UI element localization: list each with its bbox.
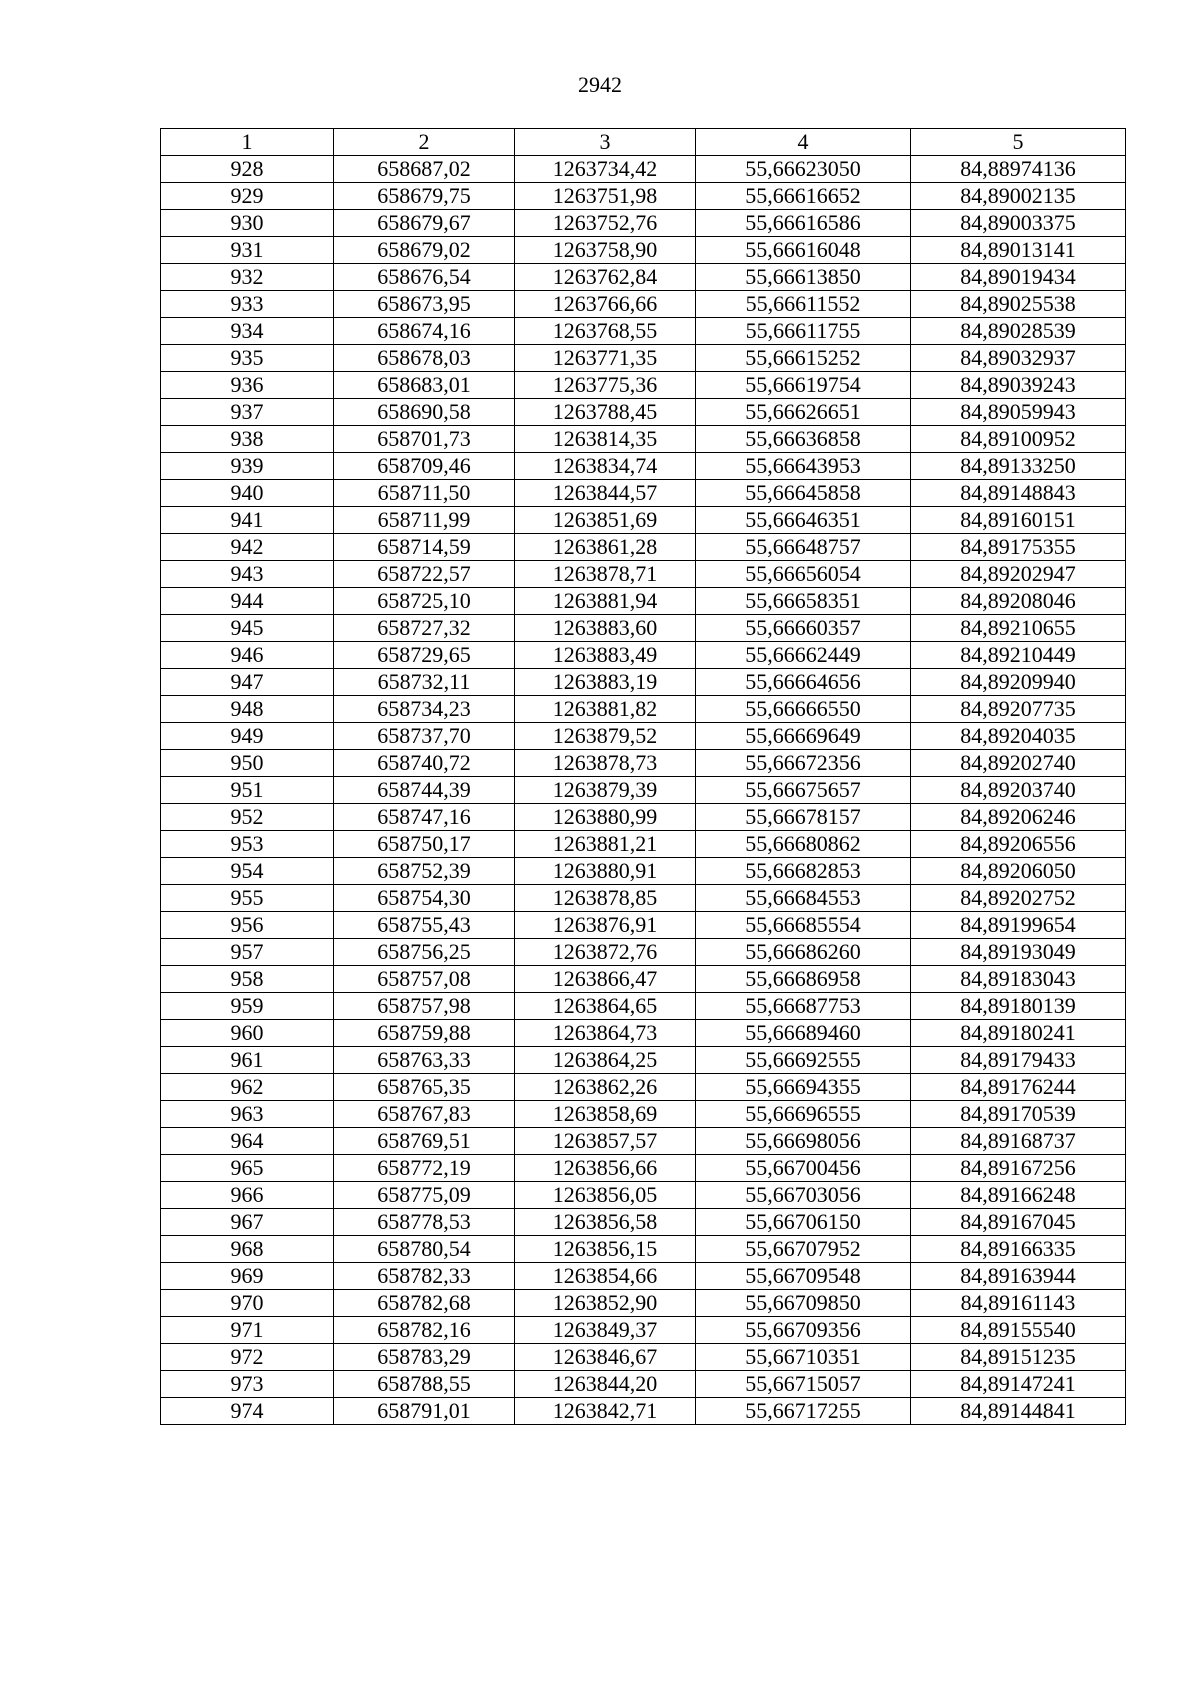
point-number-cell: 930 [161,210,334,237]
table-row [161,426,1126,453]
y-coordinate-cell: 1263766,66 [515,291,696,318]
x-coordinate-cell: 658673,95 [334,291,515,318]
x-coordinate-cell: 658734,23 [334,696,515,723]
point-number-cell: 940 [161,480,334,507]
y-coordinate-cell: 1263856,66 [515,1155,696,1182]
latitude-cell: 55,66616586 [696,210,911,237]
y-coordinate-cell: 1263883,49 [515,642,696,669]
longitude-cell: 84,89147241 [911,1371,1126,1398]
latitude-cell: 55,66706150 [696,1209,911,1236]
x-coordinate-cell: 658765,35 [334,1074,515,1101]
x-coordinate-cell: 658782,68 [334,1290,515,1317]
y-coordinate-cell: 1263880,99 [515,804,696,831]
y-coordinate-cell: 1263883,19 [515,669,696,696]
longitude-cell: 84,89175355 [911,534,1126,561]
y-coordinate-cell: 1263861,28 [515,534,696,561]
x-coordinate-cell: 658767,83 [334,1101,515,1128]
y-coordinate-cell: 1263879,52 [515,723,696,750]
longitude-cell: 84,89206246 [911,804,1126,831]
latitude-cell: 55,66675657 [696,777,911,804]
point-number-cell: 949 [161,723,334,750]
x-coordinate-cell: 658757,98 [334,993,515,1020]
y-coordinate-cell: 1263771,35 [515,345,696,372]
longitude-cell: 84,89176244 [911,1074,1126,1101]
table-row [161,453,1126,480]
y-coordinate-cell: 1263752,76 [515,210,696,237]
latitude-cell: 55,66623050 [696,156,911,183]
point-number-cell: 928 [161,156,334,183]
latitude-cell: 55,66680862 [696,831,911,858]
y-coordinate-cell: 1263814,35 [515,426,696,453]
longitude-cell: 84,89199654 [911,912,1126,939]
latitude-cell: 55,66707952 [696,1236,911,1263]
table-row [161,561,1126,588]
latitude-cell: 55,66666550 [696,696,911,723]
table-row [161,1074,1126,1101]
table-body [161,156,1126,1425]
point-number-cell: 935 [161,345,334,372]
longitude-cell: 84,89193049 [911,939,1126,966]
x-coordinate-cell: 658780,54 [334,1236,515,1263]
point-number-cell: 972 [161,1344,334,1371]
point-number-cell: 961 [161,1047,334,1074]
x-coordinate-cell: 658750,17 [334,831,515,858]
y-coordinate-cell: 1263864,65 [515,993,696,1020]
latitude-cell: 55,66698056 [696,1128,911,1155]
latitude-cell: 55,66669649 [696,723,911,750]
point-number-cell: 931 [161,237,334,264]
x-coordinate-cell: 658778,53 [334,1209,515,1236]
y-coordinate-cell: 1263881,21 [515,831,696,858]
point-number-cell: 952 [161,804,334,831]
point-number-cell: 951 [161,777,334,804]
table-header [161,129,1126,156]
table-row [161,1317,1126,1344]
table-row [161,372,1126,399]
table-row [161,912,1126,939]
x-coordinate-cell: 658729,65 [334,642,515,669]
x-coordinate-cell: 658791,01 [334,1398,515,1425]
y-coordinate-cell: 1263734,42 [515,156,696,183]
latitude-cell: 55,66611755 [696,318,911,345]
longitude-cell: 84,88974136 [911,156,1126,183]
point-number-cell: 962 [161,1074,334,1101]
y-coordinate-cell: 1263758,90 [515,237,696,264]
table-row [161,399,1126,426]
y-coordinate-cell: 1263879,39 [515,777,696,804]
y-coordinate-cell: 1263856,58 [515,1209,696,1236]
latitude-cell: 55,66648757 [696,534,911,561]
table-row [161,858,1126,885]
latitude-cell: 55,66643953 [696,453,911,480]
latitude-cell: 55,66715057 [696,1371,911,1398]
point-number-cell: 963 [161,1101,334,1128]
table-row [161,966,1126,993]
latitude-cell: 55,66616652 [696,183,911,210]
table-row [161,1209,1126,1236]
table-row [161,777,1126,804]
latitude-cell: 55,66694355 [696,1074,911,1101]
x-coordinate-cell: 658782,33 [334,1263,515,1290]
x-coordinate-cell: 658752,39 [334,858,515,885]
latitude-cell: 55,66696555 [696,1101,911,1128]
table-row [161,696,1126,723]
column-header-1: 1 [161,129,334,156]
table-row [161,750,1126,777]
latitude-cell: 55,66678157 [696,804,911,831]
longitude-cell: 84,89148843 [911,480,1126,507]
y-coordinate-cell: 1263864,25 [515,1047,696,1074]
y-coordinate-cell: 1263852,90 [515,1290,696,1317]
longitude-cell: 84,89206050 [911,858,1126,885]
longitude-cell: 84,89210655 [911,615,1126,642]
x-coordinate-cell: 658782,16 [334,1317,515,1344]
table-row [161,1155,1126,1182]
longitude-cell: 84,89163944 [911,1263,1126,1290]
x-coordinate-cell: 658769,51 [334,1128,515,1155]
longitude-cell: 84,89202740 [911,750,1126,777]
y-coordinate-cell: 1263876,91 [515,912,696,939]
point-number-cell: 957 [161,939,334,966]
longitude-cell: 84,89209940 [911,669,1126,696]
point-number-cell: 941 [161,507,334,534]
x-coordinate-cell: 658727,32 [334,615,515,642]
x-coordinate-cell: 658756,25 [334,939,515,966]
table-row [161,264,1126,291]
longitude-cell: 84,89155540 [911,1317,1126,1344]
y-coordinate-cell: 1263872,76 [515,939,696,966]
table-row [161,291,1126,318]
latitude-cell: 55,66717255 [696,1398,911,1425]
latitude-cell: 55,66660357 [696,615,911,642]
point-number-cell: 934 [161,318,334,345]
longitude-cell: 84,89207735 [911,696,1126,723]
point-number-cell: 955 [161,885,334,912]
table-row [161,534,1126,561]
table-row [161,480,1126,507]
longitude-cell: 84,89019434 [911,264,1126,291]
table-row [161,1344,1126,1371]
longitude-cell: 84,89059943 [911,399,1126,426]
x-coordinate-cell: 658709,46 [334,453,515,480]
x-coordinate-cell: 658714,59 [334,534,515,561]
y-coordinate-cell: 1263866,47 [515,966,696,993]
longitude-cell: 84,89003375 [911,210,1126,237]
table-row [161,615,1126,642]
latitude-cell: 55,66611552 [696,291,911,318]
longitude-cell: 84,89170539 [911,1101,1126,1128]
latitude-cell: 55,66703056 [696,1182,911,1209]
latitude-cell: 55,66700456 [696,1155,911,1182]
table-row [161,1263,1126,1290]
longitude-cell: 84,89133250 [911,453,1126,480]
latitude-cell: 55,66616048 [696,237,911,264]
x-coordinate-cell: 658701,73 [334,426,515,453]
longitude-cell: 84,89167256 [911,1155,1126,1182]
latitude-cell: 55,66619754 [696,372,911,399]
latitude-cell: 55,66709548 [696,1263,911,1290]
point-number-cell: 942 [161,534,334,561]
latitude-cell: 55,66646351 [696,507,911,534]
x-coordinate-cell: 658744,39 [334,777,515,804]
column-header-4: 4 [696,129,911,156]
longitude-cell: 84,89166248 [911,1182,1126,1209]
point-number-cell: 970 [161,1290,334,1317]
table-row [161,885,1126,912]
y-coordinate-cell: 1263878,73 [515,750,696,777]
longitude-cell: 84,89179433 [911,1047,1126,1074]
latitude-cell: 55,66686260 [696,939,911,966]
longitude-cell: 84,89161143 [911,1290,1126,1317]
latitude-cell: 55,66636858 [696,426,911,453]
point-number-cell: 964 [161,1128,334,1155]
x-coordinate-cell: 658678,03 [334,345,515,372]
longitude-cell: 84,89203740 [911,777,1126,804]
y-coordinate-cell: 1263788,45 [515,399,696,426]
table-row [161,993,1126,1020]
longitude-cell: 84,89208046 [911,588,1126,615]
x-coordinate-cell: 658763,33 [334,1047,515,1074]
longitude-cell: 84,89180139 [911,993,1126,1020]
latitude-cell: 55,66689460 [696,1020,911,1047]
x-coordinate-cell: 658772,19 [334,1155,515,1182]
x-coordinate-cell: 658754,30 [334,885,515,912]
latitude-cell: 55,66615252 [696,345,911,372]
longitude-cell: 84,89100952 [911,426,1126,453]
y-coordinate-cell: 1263851,69 [515,507,696,534]
y-coordinate-cell: 1263842,71 [515,1398,696,1425]
x-coordinate-cell: 658755,43 [334,912,515,939]
table-row [161,1047,1126,1074]
table-row [161,507,1126,534]
point-number-cell: 943 [161,561,334,588]
longitude-cell: 84,89144841 [911,1398,1126,1425]
y-coordinate-cell: 1263881,94 [515,588,696,615]
y-coordinate-cell: 1263878,71 [515,561,696,588]
longitude-cell: 84,89180241 [911,1020,1126,1047]
y-coordinate-cell: 1263844,57 [515,480,696,507]
table-row [161,1371,1126,1398]
page-number: 2942 [578,72,622,97]
point-number-cell: 958 [161,966,334,993]
longitude-cell: 84,89183043 [911,966,1126,993]
y-coordinate-cell: 1263775,36 [515,372,696,399]
longitude-cell: 84,89168737 [911,1128,1126,1155]
x-coordinate-cell: 658690,58 [334,399,515,426]
table-row [161,318,1126,345]
longitude-cell: 84,89025538 [911,291,1126,318]
table-row [161,588,1126,615]
y-coordinate-cell: 1263849,37 [515,1317,696,1344]
point-number-cell: 938 [161,426,334,453]
point-number-cell: 944 [161,588,334,615]
x-coordinate-cell: 658759,88 [334,1020,515,1047]
y-coordinate-cell: 1263864,73 [515,1020,696,1047]
x-coordinate-cell: 658711,50 [334,480,515,507]
y-coordinate-cell: 1263878,85 [515,885,696,912]
table-row [161,1020,1126,1047]
point-number-cell: 939 [161,453,334,480]
y-coordinate-cell: 1263844,20 [515,1371,696,1398]
point-number-cell: 937 [161,399,334,426]
point-number-cell: 945 [161,615,334,642]
latitude-cell: 55,66664656 [696,669,911,696]
point-number-cell: 973 [161,1371,334,1398]
longitude-cell: 84,89151235 [911,1344,1126,1371]
latitude-cell: 55,66645858 [696,480,911,507]
x-coordinate-cell: 658674,16 [334,318,515,345]
x-coordinate-cell: 658722,57 [334,561,515,588]
longitude-cell: 84,89204035 [911,723,1126,750]
latitude-cell: 55,66685554 [696,912,911,939]
point-number-cell: 936 [161,372,334,399]
point-number-cell: 971 [161,1317,334,1344]
x-coordinate-cell: 658757,08 [334,966,515,993]
y-coordinate-cell: 1263751,98 [515,183,696,210]
point-number-cell: 932 [161,264,334,291]
x-coordinate-cell: 658747,16 [334,804,515,831]
y-coordinate-cell: 1263854,66 [515,1263,696,1290]
latitude-cell: 55,66686958 [696,966,911,993]
y-coordinate-cell: 1263768,55 [515,318,696,345]
table-row [161,237,1126,264]
x-coordinate-cell: 658676,54 [334,264,515,291]
longitude-cell: 84,89039243 [911,372,1126,399]
y-coordinate-cell: 1263857,57 [515,1128,696,1155]
point-number-cell: 974 [161,1398,334,1425]
table-row [161,804,1126,831]
point-number-cell: 947 [161,669,334,696]
header-row [161,129,1126,156]
x-coordinate-cell: 658679,75 [334,183,515,210]
table-row [161,831,1126,858]
table-row [161,210,1126,237]
x-coordinate-cell: 658711,99 [334,507,515,534]
longitude-cell: 84,89167045 [911,1209,1126,1236]
table-row [161,1182,1126,1209]
point-number-cell: 929 [161,183,334,210]
longitude-cell: 84,89013141 [911,237,1126,264]
longitude-cell: 84,89210449 [911,642,1126,669]
y-coordinate-cell: 1263858,69 [515,1101,696,1128]
point-number-cell: 965 [161,1155,334,1182]
table-row [161,1398,1126,1425]
longitude-cell: 84,89202752 [911,885,1126,912]
point-number-cell: 954 [161,858,334,885]
column-header-2: 2 [334,129,515,156]
x-coordinate-cell: 658683,01 [334,372,515,399]
coordinates-table [160,128,1126,1425]
latitude-cell: 55,66709850 [696,1290,911,1317]
table-row [161,156,1126,183]
y-coordinate-cell: 1263846,67 [515,1344,696,1371]
table-row [161,1128,1126,1155]
longitude-cell: 84,89206556 [911,831,1126,858]
latitude-cell: 55,66626651 [696,399,911,426]
table-row [161,939,1126,966]
y-coordinate-cell: 1263880,91 [515,858,696,885]
latitude-cell: 55,66658351 [696,588,911,615]
latitude-cell: 55,66662449 [696,642,911,669]
point-number-cell: 968 [161,1236,334,1263]
y-coordinate-cell: 1263856,15 [515,1236,696,1263]
point-number-cell: 959 [161,993,334,1020]
longitude-cell: 84,89166335 [911,1236,1126,1263]
latitude-cell: 55,66684553 [696,885,911,912]
latitude-cell: 55,66687753 [696,993,911,1020]
latitude-cell: 55,66692555 [696,1047,911,1074]
point-number-cell: 933 [161,291,334,318]
latitude-cell: 55,66656054 [696,561,911,588]
point-number-cell: 946 [161,642,334,669]
x-coordinate-cell: 658740,72 [334,750,515,777]
longitude-cell: 84,89202947 [911,561,1126,588]
table-row [161,1236,1126,1263]
x-coordinate-cell: 658687,02 [334,156,515,183]
x-coordinate-cell: 658783,29 [334,1344,515,1371]
latitude-cell: 55,66672356 [696,750,911,777]
y-coordinate-cell: 1263862,26 [515,1074,696,1101]
table-row [161,723,1126,750]
table-row [161,345,1126,372]
point-number-cell: 966 [161,1182,334,1209]
y-coordinate-cell: 1263834,74 [515,453,696,480]
x-coordinate-cell: 658788,55 [334,1371,515,1398]
y-coordinate-cell: 1263856,05 [515,1182,696,1209]
y-coordinate-cell: 1263881,82 [515,696,696,723]
longitude-cell: 84,89028539 [911,318,1126,345]
x-coordinate-cell: 658775,09 [334,1182,515,1209]
x-coordinate-cell: 658679,02 [334,237,515,264]
y-coordinate-cell: 1263762,84 [515,264,696,291]
longitude-cell: 84,89002135 [911,183,1126,210]
x-coordinate-cell: 658725,10 [334,588,515,615]
table-row [161,183,1126,210]
x-coordinate-cell: 658732,11 [334,669,515,696]
point-number-cell: 950 [161,750,334,777]
table-row [161,642,1126,669]
point-number-cell: 953 [161,831,334,858]
x-coordinate-cell: 658679,67 [334,210,515,237]
latitude-cell: 55,66682853 [696,858,911,885]
latitude-cell: 55,66709356 [696,1317,911,1344]
point-number-cell: 967 [161,1209,334,1236]
point-number-cell: 969 [161,1263,334,1290]
column-header-3: 3 [515,129,696,156]
longitude-cell: 84,89160151 [911,507,1126,534]
table-row [161,669,1126,696]
point-number-cell: 960 [161,1020,334,1047]
column-header-5: 5 [911,129,1126,156]
latitude-cell: 55,66710351 [696,1344,911,1371]
x-coordinate-cell: 658737,70 [334,723,515,750]
point-number-cell: 956 [161,912,334,939]
longitude-cell: 84,89032937 [911,345,1126,372]
y-coordinate-cell: 1263883,60 [515,615,696,642]
point-number-cell: 948 [161,696,334,723]
latitude-cell: 55,66613850 [696,264,911,291]
table-row [161,1101,1126,1128]
table-row [161,1290,1126,1317]
